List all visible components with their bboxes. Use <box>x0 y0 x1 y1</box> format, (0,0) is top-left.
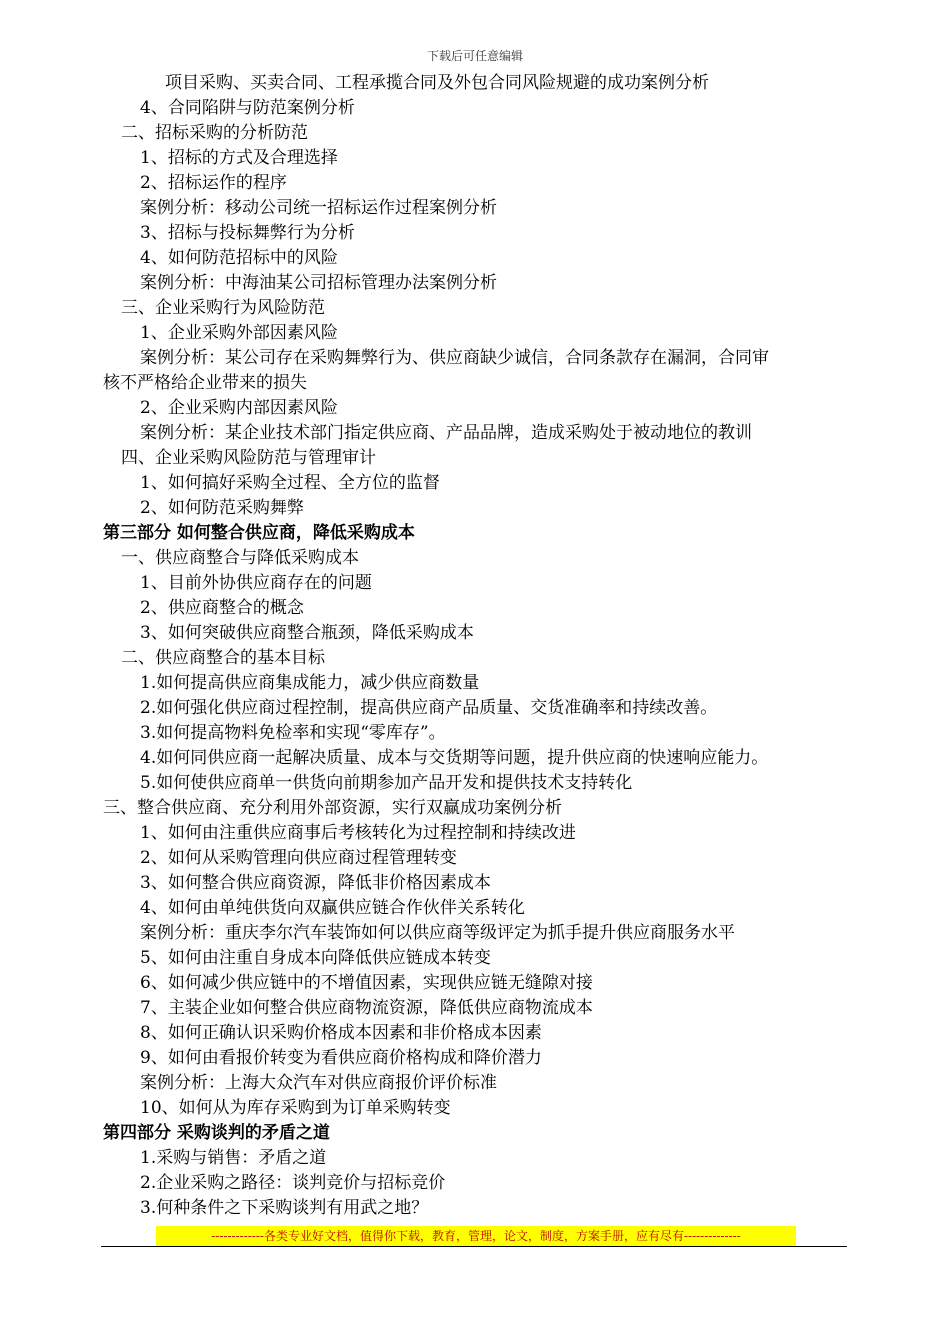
text-line: 2、供应商整合的概念 <box>140 598 304 618</box>
text-line: 9、如何由看报价转变为看供应商价格构成和降价潜力 <box>140 1048 542 1068</box>
text-line: 3.何种条件之下采购谈判有用武之地？ <box>140 1198 429 1218</box>
text-line: 4、如何防范招标中的风险 <box>140 248 338 268</box>
text-line: 2、如何防范采购舞弊 <box>140 498 304 518</box>
case-analysis-line: 案例分析：中海油某公司招标管理办法案例分析 <box>140 273 497 293</box>
text-line: 1、企业采购外部因素风险 <box>140 323 338 343</box>
text-line: 3、如何整合供应商资源，降低非价格因素成本 <box>140 873 491 893</box>
text-line: 1、招标的方式及合理选择 <box>140 148 338 168</box>
section-heading: 二、供应商整合的基本目标 <box>121 648 325 668</box>
text-line: 3、招标与投标舞弊行为分析 <box>140 223 355 243</box>
text-line: 1.如何提高供应商集成能力，减少供应商数量 <box>140 673 480 693</box>
text-line: 7、主装企业如何整合供应商物流资源，降低供应商物流成本 <box>140 998 593 1018</box>
text-line: 4、合同陷阱与防范案例分析 <box>140 98 355 118</box>
section-heading: 三、整合供应商、充分利用外部资源，实行双赢成功案例分析 <box>103 798 562 818</box>
text-line: 2.如何强化供应商过程控制，提高供应商产品质量、交货准确率和持续改善。 <box>140 698 718 718</box>
part-heading: 第四部分 采购谈判的矛盾之道 <box>103 1123 330 1143</box>
text-line: 3.如何提高物料免检率和实现“零库存”。 <box>140 723 446 743</box>
text-line: 5、如何由注重自身成本向降低供应链成本转变 <box>140 948 491 968</box>
text-line: 5.如何使供应商单一供货向前期参加产品开发和提供技术支持转化 <box>140 773 633 793</box>
text-line: 2、如何从采购管理向供应商过程管理转变 <box>140 848 457 868</box>
section-heading: 一、供应商整合与降低采购成本 <box>121 548 359 568</box>
footer-banner: -------------各类专业好文档，值得你下载，教育，管理，论文，制度，方案手册，应有尽有-------------- <box>156 1226 796 1246</box>
section-heading: 四、企业采购风险防范与管理审计 <box>121 448 376 468</box>
text-line: 项目采购、买卖合同、工程承揽合同及外包合同风险规避的成功案例分析 <box>165 73 709 93</box>
text-line: 1、目前外协供应商存在的问题 <box>140 573 372 593</box>
text-line: 2、企业采购内部因素风险 <box>140 398 338 418</box>
section-heading: 三、企业采购行为风险防范 <box>121 298 325 318</box>
case-analysis-line: 案例分析：某公司存在采购舞弊行为、供应商缺少诚信，合同条款存在漏洞，合同审 <box>140 348 769 368</box>
text-line: 核不严格给企业带来的损失 <box>103 373 307 393</box>
text-line: 1、如何由注重供应商事后考核转化为过程控制和持续改进 <box>140 823 576 843</box>
page-header: 下载后可任意编辑 <box>426 49 523 63</box>
text-line: 8、如何正确认识采购价格成本因素和非价格成本因素 <box>140 1023 542 1043</box>
section-heading: 二、招标采购的分析防范 <box>121 123 308 143</box>
text-line: 4、如何由单纯供货向双赢供应链合作伙伴关系转化 <box>140 898 525 918</box>
text-line: 3、如何突破供应商整合瓶颈，降低采购成本 <box>140 623 474 643</box>
case-analysis-line: 案例分析：上海大众汽车对供应商报价评价标准 <box>140 1073 497 1093</box>
case-analysis-line: 案例分析：某企业技术部门指定供应商、产品品牌，造成采购处于被动地位的教训 <box>140 423 752 443</box>
text-line: 6、如何减少供应链中的不增值因素，实现供应链无缝隙对接 <box>140 973 593 993</box>
text-line: 2、招标运作的程序 <box>140 173 287 193</box>
text-line: 1、如何搞好采购全过程、全方位的监督 <box>140 473 440 493</box>
text-line: 4.如何同供应商一起解决质量、成本与交货期等问题，提升供应商的快速响应能力。 <box>140 748 769 768</box>
text-line: 1.采购与销售：矛盾之道 <box>140 1148 327 1168</box>
part-heading: 第三部分 如何整合供应商，降低采购成本 <box>103 523 415 543</box>
case-analysis-line: 案例分析：移动公司统一招标运作过程案例分析 <box>140 198 497 218</box>
footer-divider <box>101 1246 847 1247</box>
text-line: 2.企业采购之路径：谈判竞价与招标竞价 <box>140 1173 446 1193</box>
case-analysis-line: 案例分析：重庆李尔汽车装饰如何以供应商等级评定为抓手提升供应商服务水平 <box>140 923 735 943</box>
text-line: 10、如何从为库存采购到为订单采购转变 <box>140 1098 451 1118</box>
